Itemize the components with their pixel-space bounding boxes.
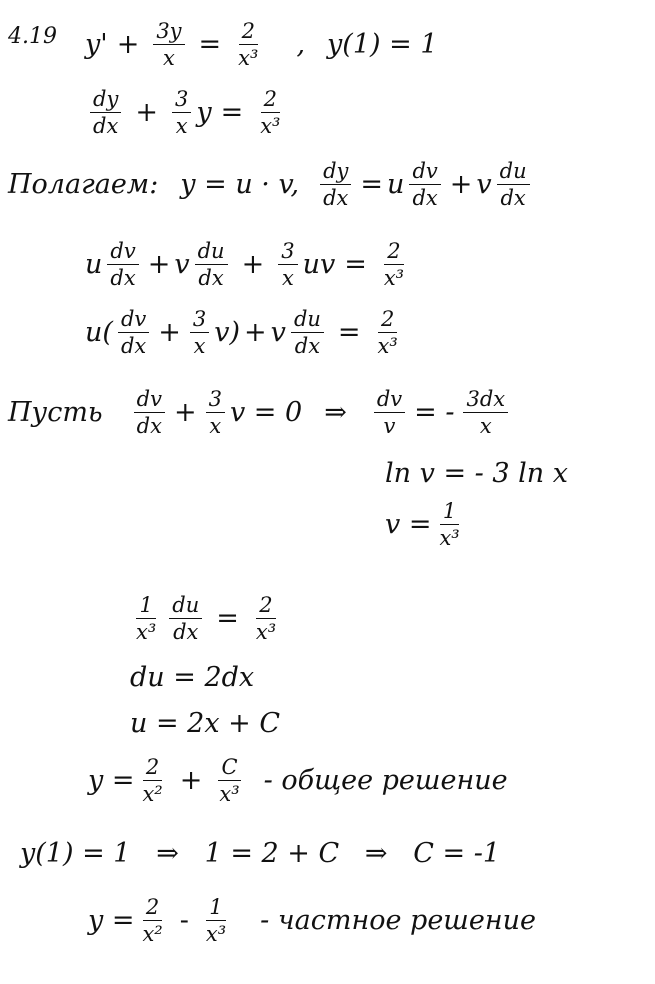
comma: , — [296, 29, 306, 61]
y-equals: y = — [88, 905, 135, 937]
problem-number: 4.19 — [8, 24, 57, 49]
u-open-paren: u( — [85, 317, 113, 349]
fraction: $\frac{du}{dx}$ — [195, 240, 228, 289]
equals-sign: = — [360, 169, 384, 201]
plus-sign: + — [158, 317, 181, 349]
u-variable: u — [85, 249, 103, 281]
plus-sign: + — [147, 249, 171, 281]
equation-line-4 — [85, 240, 412, 289]
fraction: $\frac{3dx}{x}$ — [463, 388, 508, 437]
plus-sign: + — [116, 29, 140, 61]
y-equals: y = — [88, 765, 135, 797]
plus-sign: + — [244, 317, 267, 349]
equation-line-13 — [20, 838, 500, 869]
equation-line-5 — [85, 308, 406, 357]
u-variable: u — [387, 169, 405, 201]
plus-sign: + — [173, 397, 197, 429]
log-equation: ln v = - 3 ln x — [385, 458, 568, 489]
fraction: $\frac{3}{x}$ — [206, 388, 225, 437]
fraction: $\frac{2}{\text{x²}}$ — [142, 895, 163, 947]
equation-line-3 — [8, 160, 535, 209]
implies-arrow: ⇒ — [324, 397, 347, 429]
plus-sign: + — [179, 765, 203, 797]
fraction: $\frac{dy}{dx}$ — [90, 88, 121, 137]
v-variable: v — [174, 249, 190, 281]
plus-sign: + — [449, 169, 473, 201]
fraction: $\frac{2}{\text{x²}}$ — [142, 755, 163, 807]
fraction: $\frac{1}{\text{x³}}$ — [136, 593, 157, 645]
fraction: $\frac{1}{\text{x³}}$ — [205, 895, 227, 947]
equals-sign: = — [220, 97, 244, 129]
equation-line-6 — [8, 388, 513, 437]
plus-sign: + — [135, 97, 158, 129]
initial-condition-chain: y(1) = 1 ⇒ 1 = 2 + C ⇒ C = -1 — [20, 838, 501, 869]
v-variable: v — [476, 169, 492, 201]
equals-sign: = — [216, 603, 239, 635]
fraction: $\frac{2}{\text{x³}}$ — [383, 239, 405, 291]
equals-sign: = — [337, 317, 361, 349]
v-close-paren: v) — [214, 317, 241, 349]
equals-sign: = — [344, 249, 367, 281]
fraction: $\frac{dv}{dx}$ — [134, 388, 165, 437]
v-equals: v = — [385, 509, 432, 541]
fraction: $\frac{du}{dx}$ — [497, 160, 530, 209]
minus-sign: - — [179, 905, 189, 937]
fraction: $\frac{dv}{dx}$ — [118, 308, 149, 357]
du-equation: du = 2dx — [130, 662, 255, 693]
fraction: $\frac{3y}{x}$ — [153, 20, 184, 69]
fraction: $\frac{du}{dx}$ — [169, 594, 202, 643]
word-polagaem: Полагаем: — [8, 169, 159, 201]
u-equation: u = 2x + C — [130, 708, 281, 739]
y-prime: y' — [85, 29, 108, 61]
equation-line-1 — [85, 20, 438, 69]
fraction: $\frac{du}{dx}$ — [291, 308, 324, 357]
uv-term: uv — [302, 249, 336, 281]
equals-minus: = - — [414, 397, 455, 429]
equation-line-12 — [88, 756, 508, 805]
equation-line-7 — [385, 458, 568, 489]
equation-line-2 — [85, 88, 288, 137]
particular-solution-label: - частное решение — [260, 905, 537, 937]
word-pust: Пусть — [8, 397, 103, 429]
initial-condition: y(1) = 1 — [327, 29, 438, 61]
equation-line-8 — [385, 500, 468, 549]
fraction: $\frac{3}{x}$ — [190, 308, 209, 357]
general-solution-label: - общее решение — [263, 765, 508, 797]
y-variable: y — [196, 97, 212, 129]
fraction: $\frac{dv}{dx}$ — [409, 160, 440, 209]
equals-sign: = — [198, 29, 222, 61]
fraction: $\frac{C}{\text{x³}}$ — [219, 755, 240, 807]
fraction: $\frac{2}{\text{x³}}$ — [238, 19, 259, 71]
fraction: $\frac{dv}{v}$ — [374, 388, 405, 437]
equation-line-14 — [88, 896, 536, 945]
v-variable: v — [270, 317, 286, 349]
fraction: $\frac{2}{\text{x³}}$ — [260, 87, 281, 139]
fraction: $\frac{dy}{dx}$ — [320, 160, 351, 209]
substitution: y = u · v, — [180, 169, 300, 201]
fraction: $\frac{2}{\text{x³}}$ — [377, 307, 398, 359]
fraction: $\frac{2}{\text{x³}}$ — [255, 593, 277, 645]
plus-sign: + — [241, 249, 265, 281]
equation-line-11 — [130, 708, 280, 739]
equation-line-10 — [130, 662, 254, 693]
fraction: $\frac{dv}{dx}$ — [107, 240, 138, 289]
fraction: $\frac{1}{\text{x³}}$ — [439, 499, 460, 551]
fraction: $\frac{3}{x}$ — [278, 240, 297, 289]
fraction: $\frac{3}{x}$ — [172, 88, 191, 137]
v-equals-zero: v = 0 — [229, 397, 303, 429]
equation-line-9 — [128, 594, 284, 643]
